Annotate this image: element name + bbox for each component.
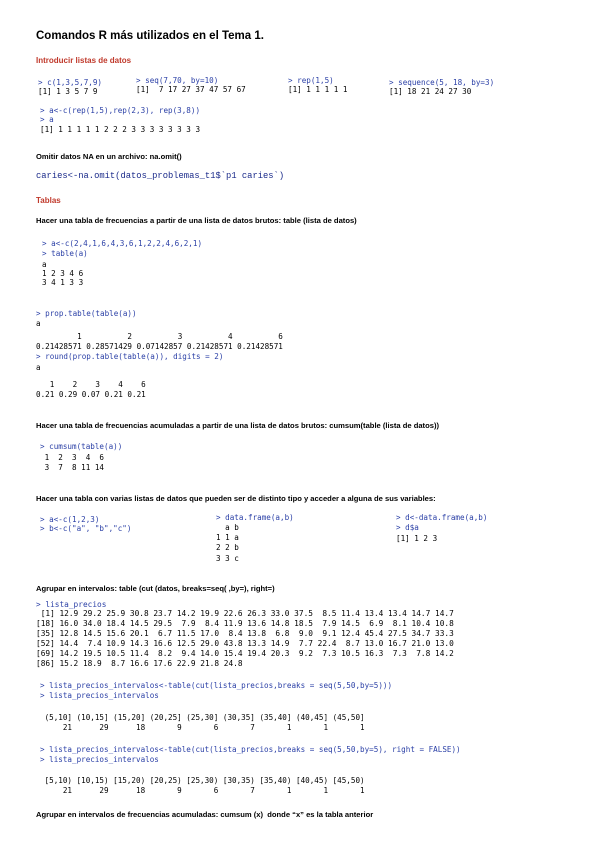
table-out-vals: 3 4 1 3 3 bbox=[42, 278, 84, 287]
table-out-head: 1 2 3 4 6 bbox=[42, 269, 84, 278]
cmd-d-a: > d$a bbox=[396, 523, 419, 532]
cmd-intervalos-print: > lista_precios_intervalos bbox=[40, 691, 159, 700]
table-out-name: a bbox=[42, 260, 47, 269]
page-title: Comandos R más utilizados en el Tema 1. bbox=[36, 30, 264, 42]
section-tablas: Tablas bbox=[36, 196, 61, 205]
prop-out-vals: 0.21428571 0.28571429 0.07142857 0.21428571 0.21428571 bbox=[36, 342, 283, 351]
acum-label: Agrupar en intervalos de frecuencias acumuladas: cumsum (x) donde “x” es la tabla anterior bbox=[36, 810, 374, 819]
section-introducir: Introducir listas de datos bbox=[36, 56, 132, 65]
df-out-r1: 1 1 a bbox=[216, 533, 239, 542]
cmd-a-vec: > a<-c(2,4,1,6,4,3,6,1,2,2,4,6,2,1) bbox=[42, 239, 203, 248]
cmd-d-df: > d<-data.frame(a,b) bbox=[396, 513, 488, 522]
precios-row: [18] 16.0 34.0 18.4 14.5 29.5 7.9 8.4 11.9 13.6 14.8 18.5 7.9 14.5 6.9 8.1 10.4 10.8 bbox=[36, 619, 454, 628]
omitir-code: caries<-na.omit(datos_problemas_t1$`p1 caries`) bbox=[36, 171, 285, 181]
cmd-table: > table(a) bbox=[42, 249, 88, 258]
cmd-a-rep: > a<-c(rep(1,5),rep(2,3), rep(3,8)) bbox=[40, 106, 201, 115]
cmd-cumsum: > cumsum(table(a)) bbox=[40, 442, 123, 451]
cmd-seq: > seq(7,70, by=10) bbox=[136, 76, 219, 85]
prop-out-name: a bbox=[36, 319, 41, 328]
int-label: Agrupar en intervalos: table (cut (datos, breaks=seq( ,by=), right=) bbox=[36, 584, 275, 593]
precios-row: [1] 12.9 29.2 25.9 30.8 23.7 14.2 19.9 22.6 26.3 33.0 37.5 8.5 11.4 13.4 13.4 14.7 14.7 bbox=[36, 609, 454, 618]
precios-row: [35] 12.8 14.5 15.6 20.1 6.7 11.5 17.0 8.4 13.8 6.8 9.0 9.1 12.4 45.4 27.5 34.7 33.3 bbox=[36, 629, 454, 638]
precios-row: [69] 14.2 19.5 10.5 11.4 8.2 9.4 14.0 15.4 19.4 20.3 9.2 7.3 10.5 16.3 7.3 7.8 14.2 bbox=[36, 649, 454, 658]
cumsum-out-head: 1 2 3 4 6 bbox=[40, 453, 105, 462]
cmd-a-c: > a<-c(1,2,3) bbox=[40, 515, 100, 524]
cmd-a: > a bbox=[40, 115, 54, 124]
intervalos-right-head: [5,10) [10,15) [15,20) [20,25) [25,30) [30,35) [35,40) [40,45) [45,50) bbox=[40, 776, 365, 785]
cmd-dataframe: > data.frame(a,b) bbox=[216, 513, 294, 522]
out-seq: [1] 7 17 27 37 47 57 67 bbox=[136, 85, 246, 94]
prop-out-head: 1 2 3 4 6 bbox=[36, 332, 283, 341]
cmd-rep: > rep(1,5) bbox=[288, 76, 334, 85]
round-out-vals: 0.21 0.29 0.07 0.21 0.21 bbox=[36, 390, 146, 399]
precios-row: [86] 15.2 18.9 8.7 16.6 17.6 22.9 21.8 24.8 bbox=[36, 659, 243, 668]
out-sequence: [1] 18 21 24 27 30 bbox=[389, 87, 472, 96]
round-out-name: a bbox=[36, 363, 41, 372]
cum-label: Hacer una tabla de frecuencias acumuladas a partir de una lista de datos brutos: cumsum(table (lista de datos)) bbox=[36, 421, 439, 430]
freq-label: Hacer una tabla de frecuencias a partir de una lista de datos brutos: table (lista de datos) bbox=[36, 216, 357, 225]
cmd-c: > c(1,3,5,7,9) bbox=[38, 78, 103, 87]
round-out-head: 1 2 3 4 6 bbox=[36, 380, 146, 389]
d-a-out: [1] 1 2 3 bbox=[396, 534, 438, 543]
df-out-head: a b bbox=[216, 523, 239, 532]
cmd-intervalos-right-print: > lista_precios_intervalos bbox=[40, 755, 159, 764]
cmd-sequence: > sequence(5, 18, by=3) bbox=[389, 78, 495, 87]
df-out-r3: 3 3 c bbox=[216, 554, 239, 563]
cmd-lista-precios: > lista_precios bbox=[36, 600, 107, 609]
cmd-round: > round(prop.table(table(a)), digits = 2) bbox=[36, 352, 224, 361]
precios-row: [52] 14.4 7.4 10.9 14.3 16.6 12.5 29.0 43.8 13.3 14.9 7.7 22.4 8.7 13.0 16.7 21.0 13.0 bbox=[36, 639, 454, 648]
cmd-prop: > prop.table(table(a)) bbox=[36, 309, 137, 318]
omitir-label: Omitir datos NA en un archivo: na.omit() bbox=[36, 152, 182, 161]
intervalos-right-vals: 21 29 18 9 6 7 1 1 1 bbox=[40, 786, 365, 795]
intervalos-vals: 21 29 18 9 6 7 1 1 1 bbox=[40, 723, 365, 732]
out-a: [1] 1 1 1 1 1 2 2 2 3 3 3 3 3 3 3 3 bbox=[40, 125, 201, 134]
cmd-b-c: > b<-c("a", "b","c") bbox=[40, 524, 132, 533]
out-rep: [1] 1 1 1 1 1 bbox=[288, 85, 348, 94]
df-label: Hacer una tabla con varias listas de datos que pueden ser de distinto tipo y acceder a alguna de sus variables: bbox=[36, 494, 436, 503]
df-out-r2: 2 2 b bbox=[216, 543, 239, 552]
cmd-intervalos-right: > lista_precios_intervalos<-table(cut(lista_precios,breaks = seq(5,50,by=5), right = FALSE)) bbox=[40, 745, 461, 754]
out-c: [1] 1 3 5 7 9 bbox=[38, 87, 98, 96]
cumsum-out-vals: 3 7 8 11 14 bbox=[40, 463, 105, 472]
intervalos-head: (5,10] (10,15] (15,20] (20,25] (25,30] (30,35] (35,40] (40,45] (45,50] bbox=[40, 713, 365, 722]
cmd-intervalos: > lista_precios_intervalos<-table(cut(lista_precios,breaks = seq(5,50,by=5))) bbox=[40, 681, 393, 690]
